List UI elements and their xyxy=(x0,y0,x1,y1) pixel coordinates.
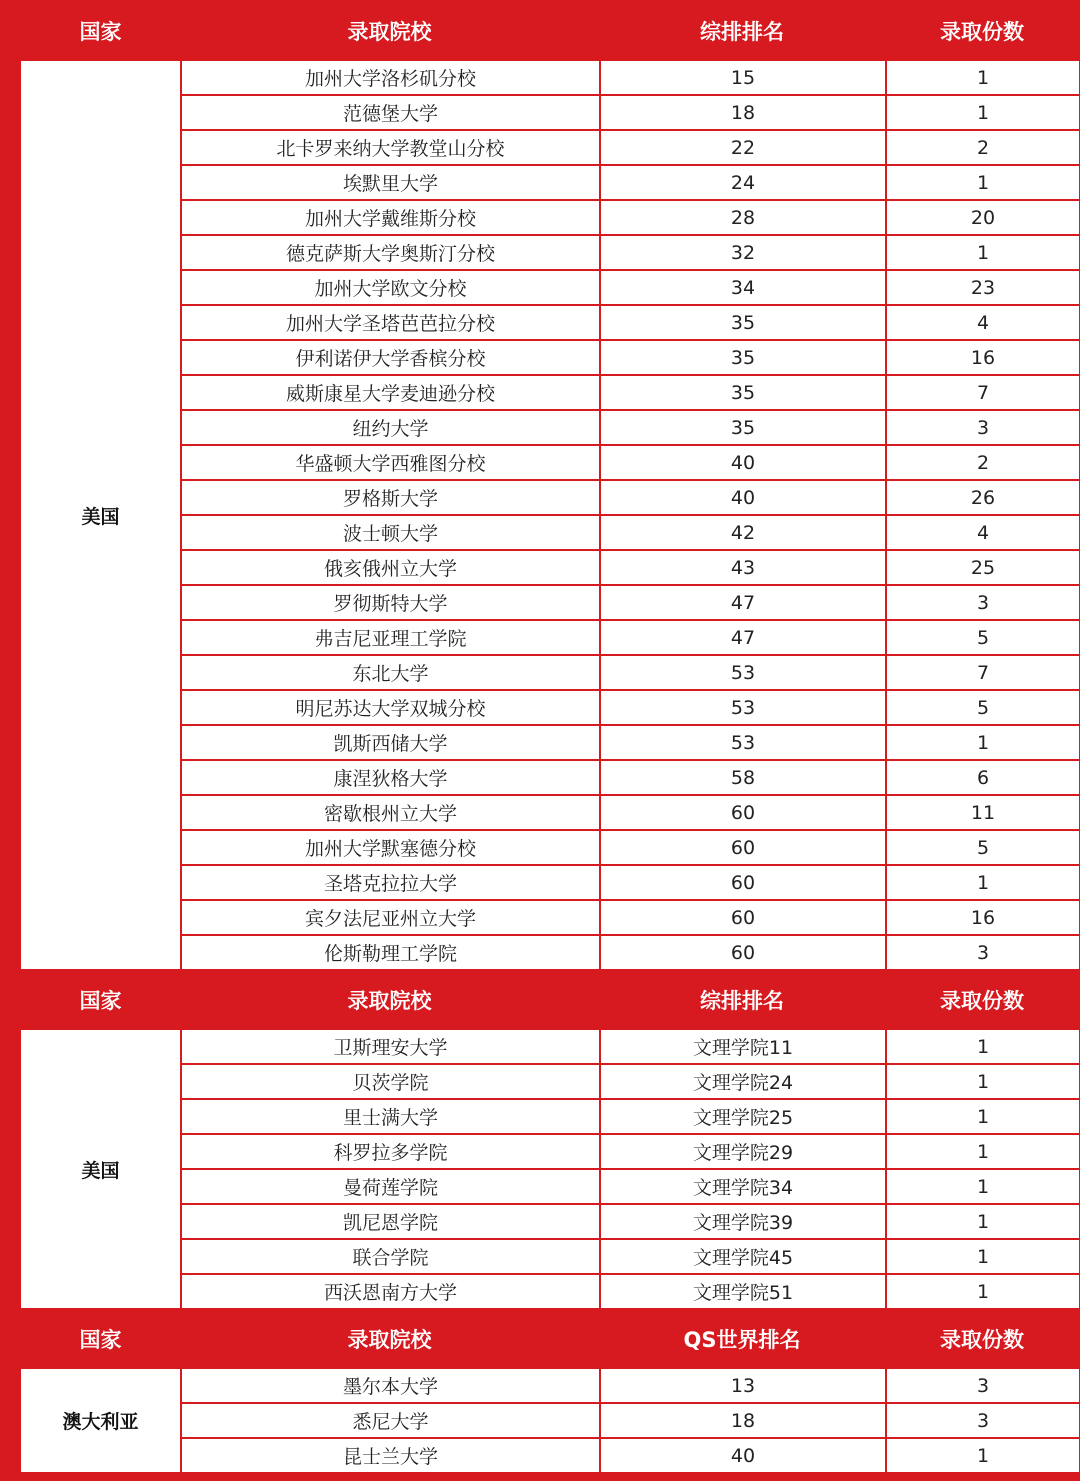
rank-cell: 18 xyxy=(599,96,885,129)
rank-cell: 53 xyxy=(599,656,885,689)
table-section xyxy=(21,1030,1079,1308)
header-count: 录取份数 xyxy=(940,988,1024,1013)
count-cell: 1 xyxy=(885,866,1079,899)
rank-cell: 文理学院51 xyxy=(599,1275,885,1308)
table-row xyxy=(182,96,1079,131)
school-cell: 凯斯西储大学 xyxy=(333,733,448,755)
table-row xyxy=(182,831,1079,866)
header-count: 录取份数 xyxy=(940,1327,1024,1352)
table-row xyxy=(182,796,1079,831)
count-cell: 3 xyxy=(885,1369,1079,1402)
school-cell: 东北大学 xyxy=(352,663,429,685)
table-row xyxy=(182,901,1079,936)
header-count: 录取份数 xyxy=(940,19,1024,44)
table-row xyxy=(182,411,1079,446)
header-country: 国家 xyxy=(79,988,122,1013)
table-row xyxy=(182,516,1079,551)
school-cell: 加州大学洛杉矶分校 xyxy=(304,68,476,90)
rank-cell: 53 xyxy=(599,726,885,759)
count-cell: 20 xyxy=(885,201,1079,234)
school-cell: 科罗拉多学院 xyxy=(333,1142,448,1164)
table-row xyxy=(182,1369,1079,1404)
rank-cell: 13 xyxy=(599,1369,885,1402)
school-cell: 北卡罗来纳大学教堂山分校 xyxy=(276,138,505,160)
rank-cell: 43 xyxy=(599,551,885,584)
school-cell: 康涅狄格大学 xyxy=(333,768,448,790)
table-row xyxy=(182,1240,1079,1275)
rank-cell: 文理学院34 xyxy=(599,1170,885,1203)
table-row xyxy=(182,586,1079,621)
rank-cell: 40 xyxy=(599,481,885,514)
count-cell: 11 xyxy=(885,796,1079,829)
count-cell: 7 xyxy=(885,376,1079,409)
count-cell: 4 xyxy=(885,516,1079,549)
rank-cell: 35 xyxy=(599,376,885,409)
school-cell: 加州大学默塞德分校 xyxy=(304,838,476,860)
school-cell: 西沃恩南方大学 xyxy=(323,1282,457,1304)
count-cell: 1 xyxy=(885,1030,1079,1063)
rank-cell: 文理学院45 xyxy=(599,1240,885,1273)
header-school: 录取院校 xyxy=(347,1327,432,1352)
school-cell: 宾夕法尼亚州立大学 xyxy=(304,908,476,930)
header-rank: 综排排名 xyxy=(700,988,784,1013)
count-cell: 6 xyxy=(885,761,1079,794)
rank-cell: 40 xyxy=(599,1439,885,1472)
rank-cell: 35 xyxy=(599,411,885,444)
count-cell: 1 xyxy=(885,61,1079,94)
count-cell: 2 xyxy=(885,131,1079,164)
table-row xyxy=(182,621,1079,656)
count-cell: 16 xyxy=(885,901,1079,934)
count-cell: 1 xyxy=(885,1240,1079,1273)
country-cell: 美国 xyxy=(21,1030,180,1308)
rank-cell: 15 xyxy=(599,61,885,94)
table-row xyxy=(182,446,1079,481)
table-row xyxy=(182,726,1079,761)
school-cell: 华盛顿大学西雅图分校 xyxy=(295,453,486,475)
count-cell: 5 xyxy=(885,831,1079,864)
school-cell: 威斯康星大学麦迪逊分校 xyxy=(285,383,495,405)
count-cell: 1 xyxy=(885,96,1079,129)
rank-cell: 35 xyxy=(599,341,885,374)
rank-cell: 32 xyxy=(599,236,885,269)
school-cell: 凯尼恩学院 xyxy=(342,1212,438,1234)
table-row xyxy=(182,551,1079,586)
table-rows xyxy=(180,61,1079,969)
count-cell: 1 xyxy=(885,1275,1079,1308)
table-row xyxy=(182,166,1079,201)
rank-cell: 60 xyxy=(599,831,885,864)
rank-cell: 42 xyxy=(599,516,885,549)
school-cell: 加州大学圣塔芭芭拉分校 xyxy=(285,313,495,335)
rank-cell: 40 xyxy=(599,446,885,479)
table-row xyxy=(182,761,1079,796)
table-row xyxy=(182,131,1079,166)
school-cell: 纽约大学 xyxy=(352,418,429,440)
count-cell: 1 xyxy=(885,236,1079,269)
school-cell: 埃默里大学 xyxy=(342,173,438,195)
table-header xyxy=(21,969,1079,1030)
table-row xyxy=(182,481,1079,516)
rank-cell: 文理学院24 xyxy=(599,1065,885,1098)
table-row xyxy=(182,1275,1079,1308)
rank-cell: 53 xyxy=(599,691,885,724)
count-cell: 1 xyxy=(885,1170,1079,1203)
rank-cell: 60 xyxy=(599,936,885,969)
rank-cell: 18 xyxy=(599,1404,885,1437)
school-cell: 贝茨学院 xyxy=(352,1072,429,1094)
header-country: 国家 xyxy=(79,1327,122,1352)
count-cell: 3 xyxy=(885,936,1079,969)
count-cell: 2 xyxy=(885,446,1079,479)
rank-cell: 文理学院29 xyxy=(599,1135,885,1168)
school-cell: 明尼苏达大学双城分校 xyxy=(295,698,486,720)
header-rank: QS世界排名 xyxy=(683,1327,801,1352)
table-row xyxy=(182,61,1079,96)
count-cell: 3 xyxy=(885,411,1079,444)
count-cell: 3 xyxy=(885,586,1079,619)
school-cell: 墨尔本大学 xyxy=(342,1376,438,1398)
count-cell: 5 xyxy=(885,621,1079,654)
table-row xyxy=(182,1135,1079,1170)
table-section xyxy=(21,1369,1079,1472)
rank-cell: 文理学院25 xyxy=(599,1100,885,1133)
rank-cell: 60 xyxy=(599,901,885,934)
rank-cell: 文理学院39 xyxy=(599,1205,885,1238)
school-cell: 曼荷莲学院 xyxy=(342,1177,438,1199)
school-cell: 伊利诺伊大学香槟分校 xyxy=(295,348,486,370)
school-cell: 卫斯理安大学 xyxy=(333,1037,448,1059)
school-cell: 加州大学戴维斯分校 xyxy=(304,208,476,230)
rank-cell: 47 xyxy=(599,586,885,619)
school-cell: 联合学院 xyxy=(352,1247,429,1269)
school-cell: 罗格斯大学 xyxy=(342,488,438,510)
rank-cell: 60 xyxy=(599,866,885,899)
rank-cell: 35 xyxy=(599,306,885,339)
header-country: 国家 xyxy=(79,19,122,44)
table-row xyxy=(182,1205,1079,1240)
rank-cell: 24 xyxy=(599,166,885,199)
count-cell: 25 xyxy=(885,551,1079,584)
table-row xyxy=(182,341,1079,376)
count-cell: 3 xyxy=(885,1404,1079,1437)
table-row xyxy=(182,306,1079,341)
school-cell: 弗吉尼亚理工学院 xyxy=(314,628,467,650)
rank-cell: 58 xyxy=(599,761,885,794)
table-header xyxy=(21,0,1079,61)
table-row xyxy=(182,201,1079,236)
count-cell: 16 xyxy=(885,341,1079,374)
country-cell: 澳大利亚 xyxy=(21,1369,180,1472)
table-row xyxy=(182,1404,1079,1439)
school-cell: 波士顿大学 xyxy=(342,523,438,545)
table-row xyxy=(182,656,1079,691)
school-cell: 德克萨斯大学奥斯汀分校 xyxy=(285,243,495,265)
table-header xyxy=(21,1308,1079,1369)
school-cell: 密歇根州立大学 xyxy=(323,803,457,825)
school-cell: 范德堡大学 xyxy=(342,103,438,125)
count-cell: 1 xyxy=(885,1100,1079,1133)
school-cell: 悉尼大学 xyxy=(352,1411,429,1433)
count-cell: 4 xyxy=(885,306,1079,339)
school-cell: 昆士兰大学 xyxy=(342,1446,438,1468)
school-cell: 俄亥俄州立大学 xyxy=(323,558,457,580)
school-cell: 加州大学欧文分校 xyxy=(314,278,467,300)
count-cell: 1 xyxy=(885,726,1079,759)
count-cell: 5 xyxy=(885,691,1079,724)
school-cell: 伦斯勒理工学院 xyxy=(323,943,457,965)
table-row xyxy=(182,1100,1079,1135)
school-cell: 里士满大学 xyxy=(342,1107,438,1129)
rank-cell: 22 xyxy=(599,131,885,164)
count-cell: 1 xyxy=(885,1065,1079,1098)
header-rank: 综排排名 xyxy=(700,19,784,44)
school-cell: 罗彻斯特大学 xyxy=(333,593,448,615)
rank-cell: 47 xyxy=(599,621,885,654)
school-cell: 圣塔克拉拉大学 xyxy=(323,873,457,895)
rank-cell: 34 xyxy=(599,271,885,304)
count-cell: 1 xyxy=(885,1439,1079,1472)
rank-cell: 60 xyxy=(599,796,885,829)
table-row xyxy=(182,936,1079,969)
count-cell: 1 xyxy=(885,166,1079,199)
table-row xyxy=(182,1439,1079,1472)
table-row xyxy=(182,376,1079,411)
count-cell: 23 xyxy=(885,271,1079,304)
table-row xyxy=(182,1170,1079,1205)
table-row xyxy=(182,1065,1079,1100)
table-row xyxy=(182,236,1079,271)
table-rows xyxy=(180,1030,1079,1308)
table-row xyxy=(182,271,1079,306)
count-cell: 1 xyxy=(885,1135,1079,1168)
table-row xyxy=(182,1030,1079,1065)
count-cell: 7 xyxy=(885,656,1079,689)
table-row xyxy=(182,866,1079,901)
country-cell: 美国 xyxy=(21,61,180,969)
rank-cell: 文理学院11 xyxy=(599,1030,885,1063)
table-section xyxy=(21,61,1079,969)
count-cell: 1 xyxy=(885,1205,1079,1238)
header-school: 录取院校 xyxy=(347,19,432,44)
header-school: 录取院校 xyxy=(347,988,432,1013)
count-cell: 26 xyxy=(885,481,1079,514)
table-row xyxy=(182,691,1079,726)
table-rows xyxy=(180,1369,1079,1472)
rank-cell: 28 xyxy=(599,201,885,234)
